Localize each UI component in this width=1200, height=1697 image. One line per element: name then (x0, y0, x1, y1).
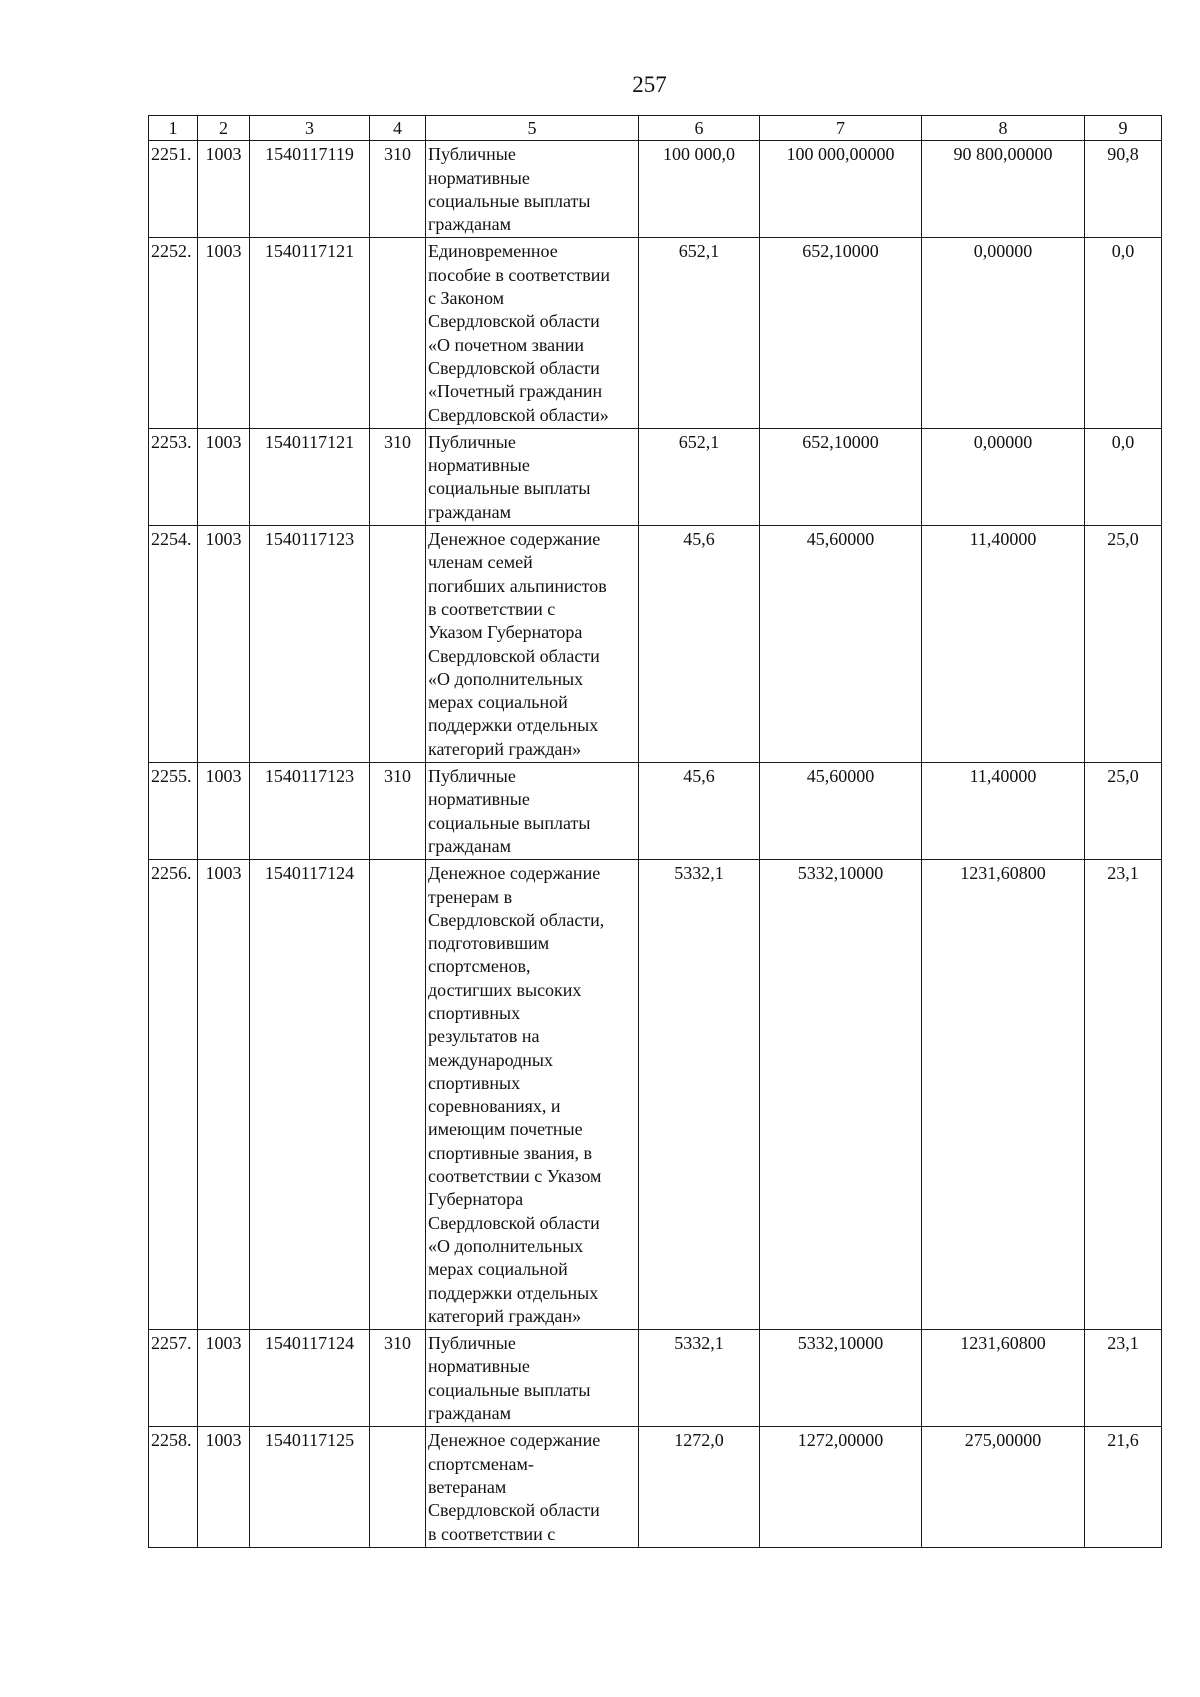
value-col8-cell: 11,40000 (922, 526, 1085, 763)
row-number-cell: 2255. (149, 763, 198, 860)
item-name-line: Денежное содержание (428, 529, 601, 550)
item-name-line: Свердловской области (428, 1212, 600, 1233)
percent-cell: 25,0 (1085, 763, 1162, 860)
item-name-line: Указом Губернатора (428, 622, 583, 643)
item-name-line: Денежное содержание (428, 863, 601, 884)
item-name-line: гражданам (428, 501, 511, 522)
item-name-line: имеющим почетные (428, 1119, 583, 1140)
header-cell: 3 (250, 116, 370, 141)
item-name-line: результатов на (428, 1026, 540, 1047)
percent-cell: 23,1 (1085, 1330, 1162, 1427)
item-name-line: спортивные звания, в (428, 1142, 593, 1163)
value-col8-cell: 1231,60800 (922, 1330, 1085, 1427)
percent-cell: 0,0 (1085, 428, 1162, 525)
item-name-line: категорий граждан» (428, 738, 582, 759)
item-name-line: международных (428, 1049, 553, 1070)
percent-cell: 23,1 (1085, 860, 1162, 1330)
row-number-cell: 2256. (149, 860, 198, 1330)
item-name-line: нормативные (428, 455, 530, 476)
header-cell: 8 (922, 116, 1085, 141)
item-name-line: ветеранам (428, 1476, 507, 1497)
percent-cell: 0,0 (1085, 238, 1162, 428)
item-name-line: Публичные (428, 431, 516, 452)
value-col8-cell: 1231,60800 (922, 860, 1085, 1330)
target-article-cell: 1540117125 (250, 1427, 370, 1547)
value-col7-cell: 652,10000 (760, 238, 922, 428)
percent-cell: 90,8 (1085, 141, 1162, 238)
section-code-cell: 1003 (198, 238, 250, 428)
item-name-cell (426, 238, 639, 428)
expense-type-cell: 310 (370, 428, 426, 525)
item-name-line: мерах социальной (428, 1259, 568, 1280)
item-name-line: погибших альпинистов (428, 575, 607, 596)
percent-cell: 25,0 (1085, 526, 1162, 763)
item-name-line: Губернатора (428, 1189, 524, 1210)
item-name-line: Публичные (428, 1333, 516, 1354)
item-name-line: Свердловской области (428, 357, 600, 378)
item-name-cell (426, 1330, 639, 1427)
item-name-line: нормативные (428, 789, 530, 810)
item-name-cell (426, 526, 639, 763)
expense-type-cell (370, 1427, 426, 1547)
item-name-line: «О почетном звании (428, 334, 585, 355)
table-header (149, 116, 1162, 141)
target-article-cell: 1540117121 (250, 428, 370, 525)
header-cell: 2 (198, 116, 250, 141)
section-code-cell: 1003 (198, 428, 250, 525)
item-name-line: Свердловской области (428, 1500, 600, 1521)
target-article-cell: 1540117123 (250, 763, 370, 860)
item-name-cell (426, 763, 639, 860)
table-row (149, 1330, 1162, 1427)
value-col7-cell: 652,10000 (760, 428, 922, 525)
item-name-line: спортсменам- (428, 1453, 534, 1474)
target-article-cell: 1540117123 (250, 526, 370, 763)
target-article-cell: 1540117124 (250, 1330, 370, 1427)
value-col6-cell: 5332,1 (639, 860, 760, 1330)
item-name-cell (426, 860, 639, 1330)
section-code-cell: 1003 (198, 860, 250, 1330)
expense-type-cell (370, 238, 426, 428)
item-name-line: в соответствии с (428, 1523, 556, 1544)
item-name-line: «О дополнительных (428, 1235, 584, 1256)
item-name-line: социальные выплаты (428, 1379, 591, 1400)
item-name-cell (426, 1427, 639, 1547)
value-col6-cell: 45,6 (639, 526, 760, 763)
table-row (149, 238, 1162, 428)
value-col7-cell: 100 000,00000 (760, 141, 922, 238)
item-name-line: подготовившим (428, 933, 550, 954)
table-row (149, 428, 1162, 525)
value-col7-cell: 5332,10000 (760, 860, 922, 1330)
table-row (149, 141, 1162, 238)
item-name-line: гражданам (428, 214, 511, 235)
item-name-line: поддержки отдельных (428, 1282, 599, 1303)
value-col7-cell: 5332,10000 (760, 1330, 922, 1427)
section-code-cell: 1003 (198, 1330, 250, 1427)
item-name-line: нормативные (428, 1356, 530, 1377)
item-name-line: Публичные (428, 766, 516, 787)
item-name-line: Свердловской области (428, 311, 600, 332)
item-name-line: Свердловской области (428, 645, 600, 666)
value-col6-cell: 652,1 (639, 238, 760, 428)
expense-type-cell: 310 (370, 141, 426, 238)
item-name-cell (426, 141, 639, 238)
item-name-line: «О дополнительных (428, 668, 584, 689)
item-name-line: гражданам (428, 1403, 511, 1424)
header-row (149, 116, 1162, 141)
item-name-line: Денежное содержание (428, 1430, 601, 1451)
item-name-line: мерах социальной (428, 692, 568, 713)
item-name-line: спортсменов, (428, 956, 531, 977)
item-name-line: спортивных (428, 1002, 521, 1023)
value-col8-cell: 11,40000 (922, 763, 1085, 860)
table-body (149, 141, 1162, 1548)
value-col8-cell: 0,00000 (922, 428, 1085, 525)
target-article-cell: 1540117124 (250, 860, 370, 1330)
row-number-cell: 2254. (149, 526, 198, 763)
table-row (149, 1427, 1162, 1547)
value-col6-cell: 1272,0 (639, 1427, 760, 1547)
item-name-line: соответствии с Указом (428, 1166, 602, 1187)
item-name-line: соревнованиях, и (428, 1096, 561, 1117)
page-number: 257 (632, 72, 667, 97)
item-name-line: социальные выплаты (428, 812, 591, 833)
item-name-line: нормативные (428, 167, 530, 188)
value-col7-cell: 1272,00000 (760, 1427, 922, 1547)
expense-type-cell: 310 (370, 763, 426, 860)
row-number-cell: 2251. (149, 141, 198, 238)
item-name-line: тренерам в (428, 886, 513, 907)
header-cell: 4 (370, 116, 426, 141)
expense-type-cell (370, 860, 426, 1330)
item-name-line: достигших высоких (428, 979, 582, 1000)
budget-table (148, 115, 1162, 1548)
item-name-line: в соответствии с (428, 598, 556, 619)
section-code-cell: 1003 (198, 526, 250, 763)
value-col8-cell: 275,00000 (922, 1427, 1085, 1547)
value-col8-cell: 0,00000 (922, 238, 1085, 428)
percent-cell: 21,6 (1085, 1427, 1162, 1547)
item-name-line: Публичные (428, 144, 516, 165)
item-name-line: Свердловской области» (428, 404, 609, 425)
expense-type-cell: 310 (370, 1330, 426, 1427)
value-col7-cell: 45,60000 (760, 526, 922, 763)
value-col7-cell: 45,60000 (760, 763, 922, 860)
item-name-line: поддержки отдельных (428, 715, 599, 736)
value-col6-cell: 5332,1 (639, 1330, 760, 1427)
value-col8-cell: 90 800,00000 (922, 141, 1085, 238)
target-article-cell: 1540117119 (250, 141, 370, 238)
item-name-line: Свердловской области, (428, 909, 605, 930)
header-cell: 5 (426, 116, 639, 141)
row-number-cell: 2253. (149, 428, 198, 525)
item-name-line: «Почетный гражданин (428, 381, 603, 402)
row-number-cell: 2252. (149, 238, 198, 428)
row-number-cell: 2258. (149, 1427, 198, 1547)
item-name-line: членам семей (428, 552, 533, 573)
table-row (149, 860, 1162, 1330)
header-cell: 9 (1085, 116, 1162, 141)
header-cell: 7 (760, 116, 922, 141)
item-name-cell (426, 428, 639, 525)
section-code-cell: 1003 (198, 763, 250, 860)
header-cell: 6 (639, 116, 760, 141)
table-row (149, 526, 1162, 763)
item-name-line: пособие в соответствии (428, 264, 611, 285)
item-name-line: с Законом (428, 288, 505, 309)
table-row (149, 763, 1162, 860)
value-col6-cell: 100 000,0 (639, 141, 760, 238)
expense-type-cell (370, 526, 426, 763)
value-col6-cell: 45,6 (639, 763, 760, 860)
target-article-cell: 1540117121 (250, 238, 370, 428)
item-name-line: социальные выплаты (428, 478, 591, 499)
item-name-line: категорий граждан» (428, 1305, 582, 1326)
section-code-cell: 1003 (198, 141, 250, 238)
value-col6-cell: 652,1 (639, 428, 760, 525)
section-code-cell: 1003 (198, 1427, 250, 1547)
row-number-cell: 2257. (149, 1330, 198, 1427)
item-name-line: спортивных (428, 1072, 521, 1093)
item-name-line: Единовременное (428, 241, 558, 262)
item-name-line: социальные выплаты (428, 190, 591, 211)
header-cell: 1 (149, 116, 198, 141)
item-name-line: гражданам (428, 835, 511, 856)
